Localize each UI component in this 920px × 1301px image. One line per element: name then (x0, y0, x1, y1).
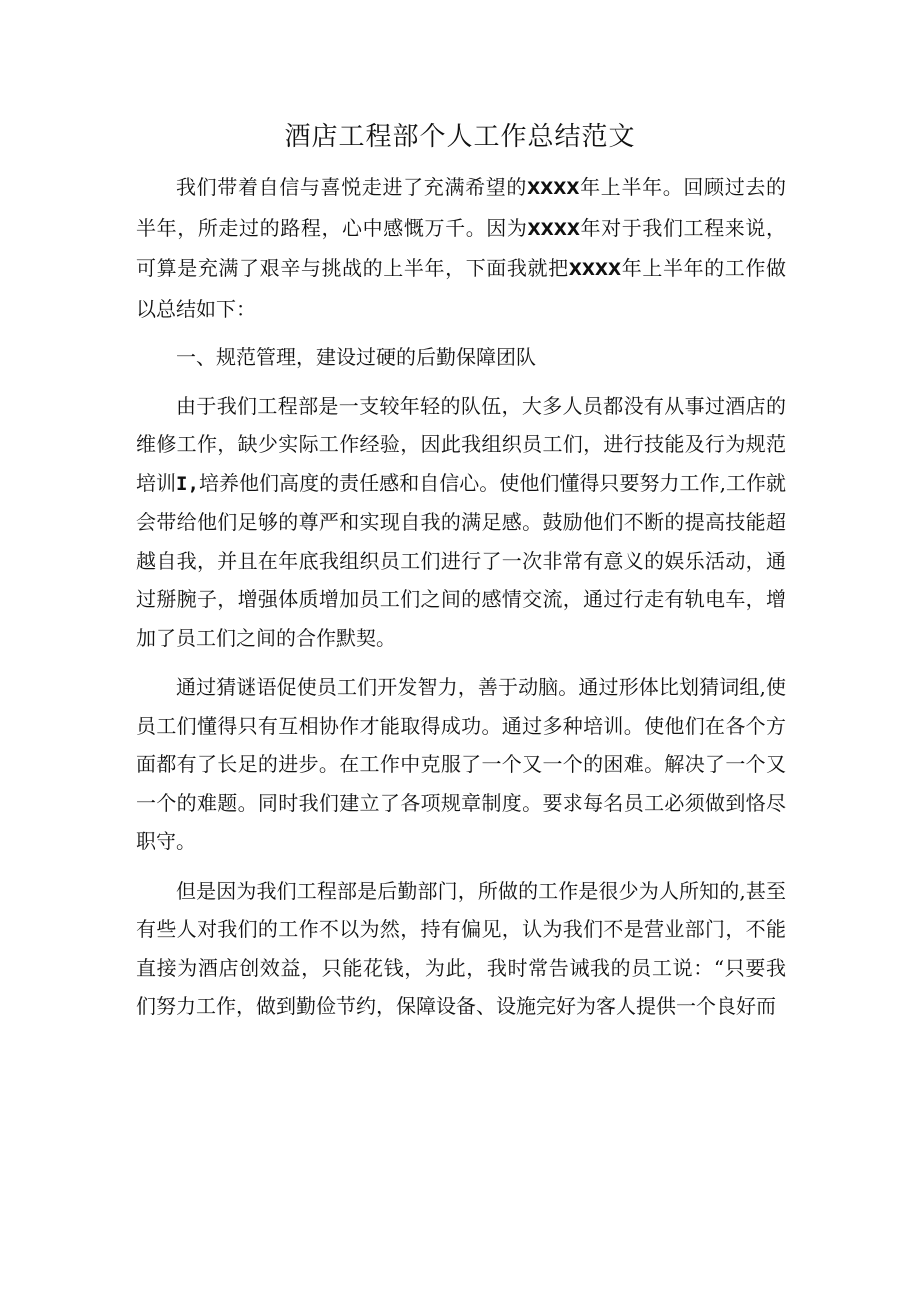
stray-mark: I, (176, 472, 199, 495)
paragraph-text: 年上半年。回顾过去的半年，所走过的路程，心中感慨万千。因为 (136, 175, 787, 240)
paragraph-text: 培养他们高度的责任感和自信心。使他们懂得只要努力工作,工作就会带给他们足够的尊严和实现自我的满足感。鼓励他们不断的提高技能超越自我，并且在年底我组织员工们进行了一次非常有意义的娱乐活动，通过掰腕子，增强体质增加员工们之间的感情交流，通过行走有轨电车，增加了员工们之间的合作默契。 (136, 470, 786, 650)
section-heading: 一、规范管理，建设过硬的后勤保障团队 (176, 345, 536, 369)
document-body (136, 168, 786, 1026)
paragraph-logistics: 但是因为我们工程部是后勤部门，所做的工作是很少为人所知的,甚至有些人对我们的工作不以为然，持有偏见，认为我们不是营业部门，不能直接为酒店创效益，只能花钱，为此，我时常告诫我的员工说：“只要我们努力工作，做到勤俭节约，保障设备、设施完好为客人提供一个良好而 (136, 878, 786, 1018)
year-placeholder: XXXX (568, 260, 622, 280)
paragraph-intro (136, 168, 786, 328)
paragraph-training (136, 387, 786, 658)
year-placeholder: XXXX (527, 179, 580, 199)
paragraph-text: 年对于我们工程来说，可算是充满了艰辛与挑战的上半年，下面我就把 (136, 215, 787, 280)
paragraph-text: 年上半年的工作做以总结如下： (136, 256, 787, 321)
paragraph-text: 由于我们工程部是一支较年轻的队伍，大多人员都没有从事过酒店的维修工作，缺少实际工作经验，因此我组织员工们，进行技能及行为规范培训 (136, 393, 786, 495)
year-placeholder: XXXX (527, 219, 580, 240)
paragraph-text: 我们带着自信与喜悦走进了充满希望的 (176, 175, 528, 199)
paragraph-activities: 通过猜谜语促使员工们开发智力，善于动脑。通过形体比划猜词组,使员工们懂得只有互相协作才能取得成功。通过多种培训。使他们在各个方面都有了长足的进步。在工作中克服了一个又一个的困难。解决了一个又一个的难题。同时我们建立了各项规章制度。要求每名员工必须做到恪尽职守。 (136, 675, 786, 853)
document-title: 酒店工程部个人工作总结范文 (284, 122, 636, 152)
